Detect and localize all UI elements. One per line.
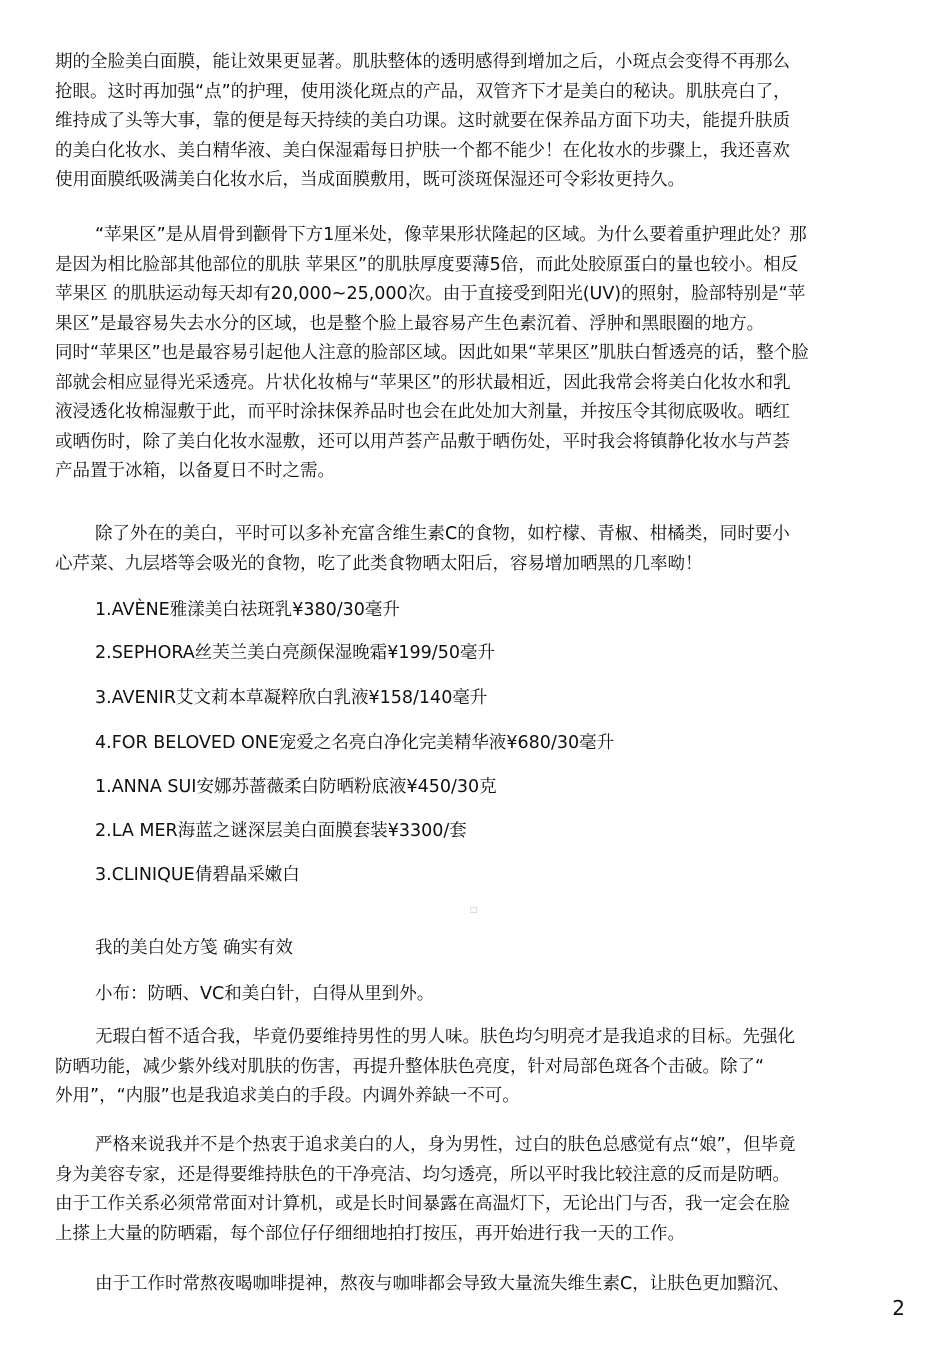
product-item: 1.AVÈNE雅漾美白祛斑乳¥380/30毫升 bbox=[95, 600, 400, 620]
text-line: 抢眼。这时再加强“点”的护理，使用淡化斑点的产品，双管齐下才是美白的秘诀。肌肤亮白了， bbox=[55, 81, 791, 102]
text-line: 维持成了头等大事，靠的便是每天持续的美白功课。这时就要在保养品方面下功夫，能提升肤质 bbox=[55, 111, 790, 131]
text-line: 苹果区 的肌肤运动每天却有20,000~25,000次。由于直接受到阳光(UV)的照射，脸部特别是“苹 bbox=[55, 284, 806, 304]
paragraph-4 bbox=[55, 1023, 895, 1112]
text-line: 果区”是最容易失去水分的区域，也是整个脸上最容易产生色素沉着、浮肿和黑眼圈的地方。 bbox=[55, 313, 765, 334]
text-line: 由于工作时常熬夜喝咖啡提神，熬夜与咖啡都会导致大量流失维生素C，让肤色更加黯沉、 bbox=[95, 1274, 790, 1294]
product-item: 1.ANNA SUI安娜苏蔷薇柔白防晒粉底液¥450/30克 bbox=[95, 777, 497, 797]
section-title: 我的美白处方笺 确实有效 bbox=[95, 938, 294, 958]
text-line: 严格来说我并不是个热衷于追求美白的人，身为男性，过白的肤色总感觉有点“娘”，但毕竟 bbox=[95, 1135, 796, 1155]
paragraph-1 bbox=[55, 48, 895, 196]
text-line: 的美白化妆水、美白精华液、美白保湿霜每日护肤一个都不能少！在化妆水的步骤上，我还喜欢 bbox=[55, 140, 790, 161]
product-item: 4.FOR BELOVED ONE宠爱之名亮白净化完美精华液¥680/30毫升 bbox=[95, 733, 615, 753]
text-line: 部就会相应显得光采透亮。片状化妆棉与“苹果区”的形状最相近，因此我常会将美白化妆水和乳 bbox=[55, 372, 791, 393]
text-line: 心芹菜、九层塔等会吸光的食物，吃了此类食物晒太阳后，容易增加晒黑的几率呦！ bbox=[55, 553, 703, 574]
subtitle: 小布：防晒、VC和美白针，白得从里到外。 bbox=[95, 984, 435, 1004]
text-line: 或晒伤时，除了美白化妆水湿敷，还可以用芦荟产品敷于晒伤处，平时我会将镇静化妆水与芦荟 bbox=[55, 431, 790, 452]
product-item: 3.AVENIR艾文莉本草凝粹欣白乳液¥158/140毫升 bbox=[95, 688, 488, 708]
product-item: 2.LA MER海蓝之谜深层美白面膜套装¥3300/套 bbox=[95, 821, 467, 841]
paragraph-2 bbox=[55, 221, 895, 487]
text-line: 是因为相比脸部其他部位的肌肤 苹果区”的肌肤厚度要薄5倍，而此处胶原蛋白的量也较小。相反 bbox=[55, 254, 799, 275]
text-line: 身为美容专家，还是得要维持肤色的干净亮洁、均匀透亮，所以平时我比较注意的反而是防晒。 bbox=[55, 1164, 790, 1185]
text-line: 液浸透化妆棉湿敷于此，而平时涂抹保养品时也会在此处加大剂量，并按压令其彻底吸收。晒红 bbox=[55, 402, 790, 422]
product-item: 2.SEPHORA丝芙兰美白亮颜保湿晚霜¥199/50毫升 bbox=[95, 643, 495, 663]
paragraph-5 bbox=[55, 1131, 895, 1249]
text-line: 同时“苹果区”也是最容易引起他人注意的脸部区域。因此如果“苹果区”肌肤白皙透亮的话，整个脸 bbox=[55, 343, 809, 363]
text-line: 产品置于冰箱，以备夏日不时之需。 bbox=[55, 461, 335, 481]
paragraph-6 bbox=[55, 1270, 895, 1300]
text-line: 防晒功能，减少紫外线对肌肤的伤害，再提升整体肤色亮度，针对局部色斑各个击破。除了“ bbox=[55, 1056, 765, 1077]
paragraph-3 bbox=[55, 520, 895, 579]
text-line: “苹果区”是从眉骨到颧骨下方1厘米处，像苹果形状隆起的区域。为什么要着重护理此处？那 bbox=[95, 225, 807, 245]
text-line: 由于工作关系必须常常面对计算机，或是长时间暴露在高温灯下，无论出门与否，我一定会在脸 bbox=[55, 1194, 790, 1214]
text-line: 除了外在的美白，平时可以多补充富含维生素C的食物，如柠檬、青椒、柑橘类，同时要小 bbox=[95, 524, 790, 544]
page-number: 2 bbox=[892, 1296, 905, 1320]
text-line: 上搽上大量的防晒霜，每个部位仔仔细细地拍打按压，再开始进行我一天的工作。 bbox=[55, 1223, 685, 1244]
small-mark: □ bbox=[470, 905, 478, 914]
text-line: 使用面膜纸吸满美白化妆水后，当成面膜敷用，既可淡斑保湿还可令彩妆更持久。 bbox=[55, 170, 685, 190]
text-line: 外用”，“内服”也是我追求美白的手段。内调外养缺一不可。 bbox=[55, 1086, 520, 1106]
text-line: 期的全脸美白面膜，能让效果更显著。肌肤整体的透明感得到增加之后，小斑点会变得不再那么 bbox=[55, 52, 790, 72]
text-line: 无瑕白皙不适合我，毕竟仍要维持男性的男人味。肤色均匀明亮才是我追求的目标。先强化 bbox=[95, 1027, 795, 1047]
product-item: 3.CLINIQUE倩碧晶采嫩白 bbox=[95, 865, 300, 885]
